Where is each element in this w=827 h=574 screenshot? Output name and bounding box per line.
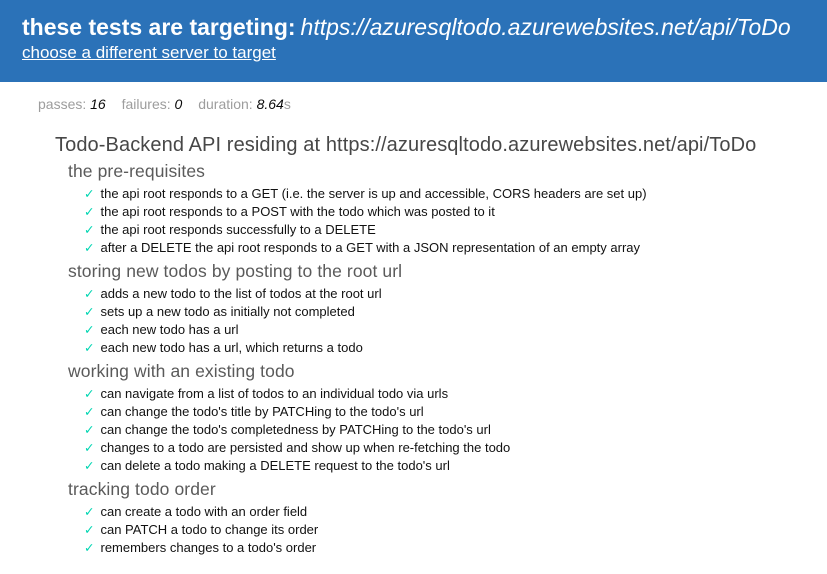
suite-heading[interactable]: the pre-requisites bbox=[68, 161, 206, 181]
check-icon: ✓ bbox=[84, 423, 95, 437]
test-item[interactable] bbox=[84, 385, 827, 403]
test-title: each new todo has a url, which returns a todo bbox=[100, 340, 363, 355]
stat-failures-label: failures: bbox=[121, 96, 171, 112]
check-icon: ✓ bbox=[84, 323, 95, 337]
test-item[interactable] bbox=[84, 539, 827, 557]
suite-working-with-existing-todo bbox=[68, 362, 827, 475]
stat-passes-label: passes: bbox=[38, 96, 87, 112]
check-icon: ✓ bbox=[84, 205, 95, 219]
suite-storing-new-todos bbox=[68, 262, 827, 357]
suite-heading[interactable]: tracking todo order bbox=[68, 479, 216, 499]
test-item[interactable] bbox=[84, 403, 827, 421]
test-item[interactable] bbox=[84, 285, 827, 303]
banner-title-label: these tests are targeting: bbox=[22, 14, 296, 40]
stat-duration bbox=[198, 96, 291, 112]
check-icon: ✓ bbox=[84, 287, 95, 301]
suite-heading[interactable]: working with an existing todo bbox=[68, 361, 295, 381]
stat-duration-unit: s bbox=[283, 96, 291, 112]
change-server-link[interactable]: choose a different server to target bbox=[22, 43, 276, 62]
test-title: each new todo has a url bbox=[100, 322, 239, 337]
check-icon: ✓ bbox=[84, 387, 95, 401]
test-list bbox=[68, 285, 827, 357]
check-icon: ✓ bbox=[84, 459, 95, 473]
test-title: after a DELETE the api root responds to a GET with a JSON representation of an empty array bbox=[100, 240, 641, 255]
test-item[interactable] bbox=[84, 221, 827, 239]
test-title: can change the todo's completedness by PATCHing to the todo's url bbox=[100, 422, 491, 437]
stat-duration-label: duration: bbox=[198, 96, 253, 112]
test-title: can delete a todo making a DELETE request to the todo's url bbox=[100, 458, 450, 473]
test-title: the api root responds successfully to a DELETE bbox=[100, 222, 376, 237]
test-title: can change the todo's title by PATCHing to the todo's url bbox=[100, 404, 424, 419]
check-icon: ✓ bbox=[84, 305, 95, 319]
test-title: can navigate from a list of todos to an individual todo via urls bbox=[100, 386, 449, 401]
test-item[interactable] bbox=[84, 321, 827, 339]
stats-bar bbox=[38, 96, 827, 112]
test-title: changes to a todo are persisted and show up when re-fetching the todo bbox=[100, 440, 511, 455]
test-item[interactable] bbox=[84, 457, 827, 475]
check-icon: ✓ bbox=[84, 341, 95, 355]
banner-title bbox=[22, 14, 807, 41]
test-item[interactable] bbox=[84, 503, 827, 521]
target-url: https://azuresqltodo.azurewebsites.net/api/ToDo bbox=[300, 14, 791, 40]
stat-passes-value: 16 bbox=[90, 96, 106, 112]
test-item[interactable] bbox=[84, 239, 827, 257]
test-item[interactable] bbox=[84, 203, 827, 221]
stat-duration-value: 8.64 bbox=[256, 96, 284, 112]
stat-failures bbox=[122, 96, 183, 112]
test-title: can create a todo with an order field bbox=[100, 504, 308, 519]
stat-passes bbox=[38, 96, 106, 112]
test-list bbox=[68, 503, 827, 557]
report-title: Todo-Backend API residing at https://azuresqltodo.azurewebsites.net/api/ToDo bbox=[55, 134, 757, 156]
test-title: adds a new todo to the list of todos at the root url bbox=[100, 286, 382, 301]
test-title: the api root responds to a POST with the todo which was posted to it bbox=[100, 204, 495, 219]
check-icon: ✓ bbox=[84, 241, 95, 255]
check-icon: ✓ bbox=[84, 523, 95, 537]
suite-heading[interactable]: storing new todos by posting to the root url bbox=[68, 261, 403, 281]
test-title: remembers changes to a todo's order bbox=[100, 540, 317, 555]
test-title: can PATCH a todo to change its order bbox=[100, 522, 319, 537]
check-icon: ✓ bbox=[84, 505, 95, 519]
test-item[interactable] bbox=[84, 421, 827, 439]
test-title: the api root responds to a GET (i.e. the server is up and accessible, CORS headers are set up) bbox=[100, 186, 647, 201]
check-icon: ✓ bbox=[84, 187, 95, 201]
check-icon: ✓ bbox=[84, 441, 95, 455]
stat-failures-value: 0 bbox=[174, 96, 183, 112]
test-title: sets up a new todo as initially not completed bbox=[100, 304, 355, 319]
suite-tracking-todo-order bbox=[68, 480, 827, 557]
test-item[interactable] bbox=[84, 439, 827, 457]
test-item[interactable] bbox=[84, 339, 827, 357]
test-report bbox=[55, 134, 827, 557]
suite-pre-requisites bbox=[68, 162, 827, 257]
test-item[interactable] bbox=[84, 521, 827, 539]
check-icon: ✓ bbox=[84, 405, 95, 419]
test-item[interactable] bbox=[84, 185, 827, 203]
check-icon: ✓ bbox=[84, 223, 95, 237]
target-banner bbox=[0, 0, 827, 82]
check-icon: ✓ bbox=[84, 541, 95, 555]
test-item[interactable] bbox=[84, 303, 827, 321]
test-list bbox=[68, 185, 827, 257]
test-list bbox=[68, 385, 827, 475]
